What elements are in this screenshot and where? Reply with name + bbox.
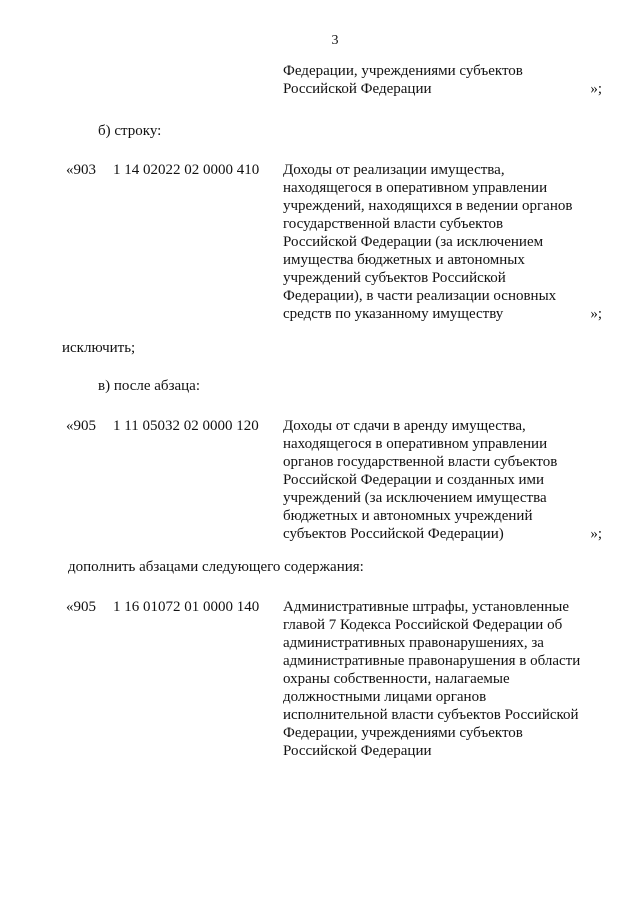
text-line: охраны собственности, налагаемые — [283, 671, 510, 687]
text-line: главой 7 Кодекса Российской Федерации об — [283, 617, 563, 633]
row-description — [283, 598, 603, 760]
text-line: находящегося в оперативном управлении — [283, 180, 548, 196]
closing-quote: »; — [590, 306, 602, 322]
text-line: Федерации, учреждениями субъектов — [283, 725, 523, 741]
text-line: органов государственной власти субъектов — [283, 454, 558, 470]
text-line: должностными лицами органов — [283, 689, 487, 705]
row-opening-mark: «903 — [66, 162, 96, 178]
row-description — [283, 417, 603, 543]
text-line: Российской Федерации — [283, 81, 432, 97]
closing-quote: »; — [590, 526, 602, 542]
text-line: Федерации), в части реализации основных — [283, 288, 557, 304]
text-line: Федерации, учреждениями субъектов — [283, 63, 523, 79]
text-line: имущества бюджетных и автономных — [283, 252, 525, 268]
text-line: учреждений, находящихся в ведении органов — [283, 198, 573, 214]
text-line: бюджетных и автономных учреждений — [283, 508, 533, 524]
item-c-action: дополнить абзацами следующего содержания: — [68, 559, 364, 575]
text-line: учреждений (за исключением имущества — [283, 490, 547, 506]
text-line: Российской Федерации (за исключением — [283, 234, 544, 250]
continuation-text — [283, 62, 603, 98]
closing-quote: »; — [590, 81, 602, 97]
text-line: Административные штрафы, установленные — [283, 599, 570, 615]
text-line: государственной власти субъектов — [283, 216, 504, 232]
text-line: Российской Федерации — [283, 743, 432, 759]
row-description — [283, 161, 603, 323]
item-b-action: исключить; — [62, 340, 136, 356]
page-number: 3 — [331, 33, 339, 48]
item-b-label: б) строку: — [98, 123, 162, 139]
text-line: административных правонарушениях, за — [283, 635, 544, 651]
classification-code: 1 14 02022 02 0000 410 — [113, 162, 260, 178]
text-line: находящегося в оперативном управлении — [283, 436, 548, 452]
classification-code: 1 11 05032 02 0000 120 — [113, 418, 259, 434]
text-line: учреждений субъектов Российской — [283, 270, 506, 286]
row-opening-mark: «905 — [66, 418, 96, 434]
text-line: средств по указанному имуществу — [283, 306, 504, 322]
text-line: субъектов Российской Федерации) — [283, 526, 504, 542]
item-c-label: в) после абзаца: — [98, 378, 201, 394]
text-line: административные правонарушения в области — [283, 653, 581, 669]
text-line: Российской Федерации и созданных ими — [283, 472, 545, 488]
text-line: Доходы от сдачи в аренду имущества, — [283, 418, 526, 434]
text-line: Доходы от реализации имущества, — [283, 162, 505, 178]
row-opening-mark: «905 — [66, 599, 96, 615]
classification-code: 1 16 01072 01 0000 140 — [113, 599, 260, 615]
text-line: исполнительной власти субъектов Российской — [283, 707, 579, 723]
